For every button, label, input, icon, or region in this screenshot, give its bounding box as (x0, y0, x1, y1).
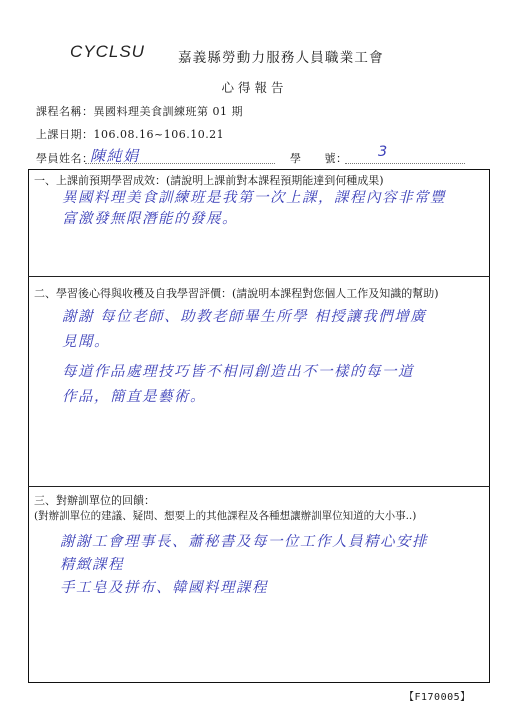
section-divider-2 (28, 486, 490, 487)
form-title: 心得報告 (221, 80, 288, 95)
student-name-value: 陳純娟 (90, 147, 140, 165)
section-2-heading: 二、學習後心得與收穫及自我學習評價： (34, 287, 232, 300)
section-3-answer-line-3: 手工皂及拼布、韓國料理課程 (60, 580, 268, 596)
course-name-value: 異國料理美食訓練班第 01 期 (93, 105, 243, 118)
section-2-answer-line-2: 見聞。 (62, 334, 110, 350)
course-name-label: 課程名稱： (36, 105, 94, 118)
section-3-note: (對辦訓單位的建議、疑問、想要上的其他課程及各種想讓辦訓單位知道的大小事..) (34, 510, 417, 522)
section-2-answer-line-4: 作品，簡直是藝術。 (62, 389, 206, 405)
section-3-answer-line-1: 謝謝工會理事長、蕭秘書及每一位工作人員精心安排 (60, 534, 428, 550)
student-no-value: 3 (378, 144, 389, 160)
organization-name: 嘉義縣勞動力服務人員職業工會 (178, 50, 384, 66)
report-box (28, 169, 490, 683)
student-name-label: 學員姓名： (36, 152, 94, 165)
student-no-underline (345, 163, 465, 164)
section-2-answer-line-3: 每道作品處理技巧皆不相同創造出不一樣的每一道 (62, 364, 414, 380)
section-1-note: (請說明上課前對本課程預期能達到何種成果) (166, 174, 384, 187)
course-date-row (36, 126, 224, 142)
course-date-value: 106.08.16~106.10.21 (93, 128, 225, 141)
course-date-label: 上課日期： (36, 128, 94, 141)
section-3-heading: 三、對辦訓單位的回饋： (34, 494, 155, 507)
form-code: 【F170005】 (404, 692, 471, 703)
student-no-label: 學 號： (290, 152, 348, 165)
course-name-row (36, 103, 243, 119)
section-2-header (34, 285, 439, 301)
section-2-answer-line-1: 謝謝 每位老師、助教老師畢生所學 相授讓我們增廣 (62, 309, 427, 325)
section-3-answer-line-2: 精緻課程 (60, 557, 124, 573)
section-1-heading: 一、上課前預期學習成效： (34, 174, 166, 187)
organization-logo: CYCLSU (70, 42, 145, 61)
section-1-answer-line-1: 異國料理美食訓練班是我第一次上課，課程內容非常豐 (62, 190, 446, 206)
section-1-answer-line-2: 富激發無限潛能的發展。 (62, 211, 238, 227)
section-2-note: (請說明本課程對您個人工作及知識的幫助) (232, 287, 439, 300)
section-divider-1 (28, 276, 490, 277)
